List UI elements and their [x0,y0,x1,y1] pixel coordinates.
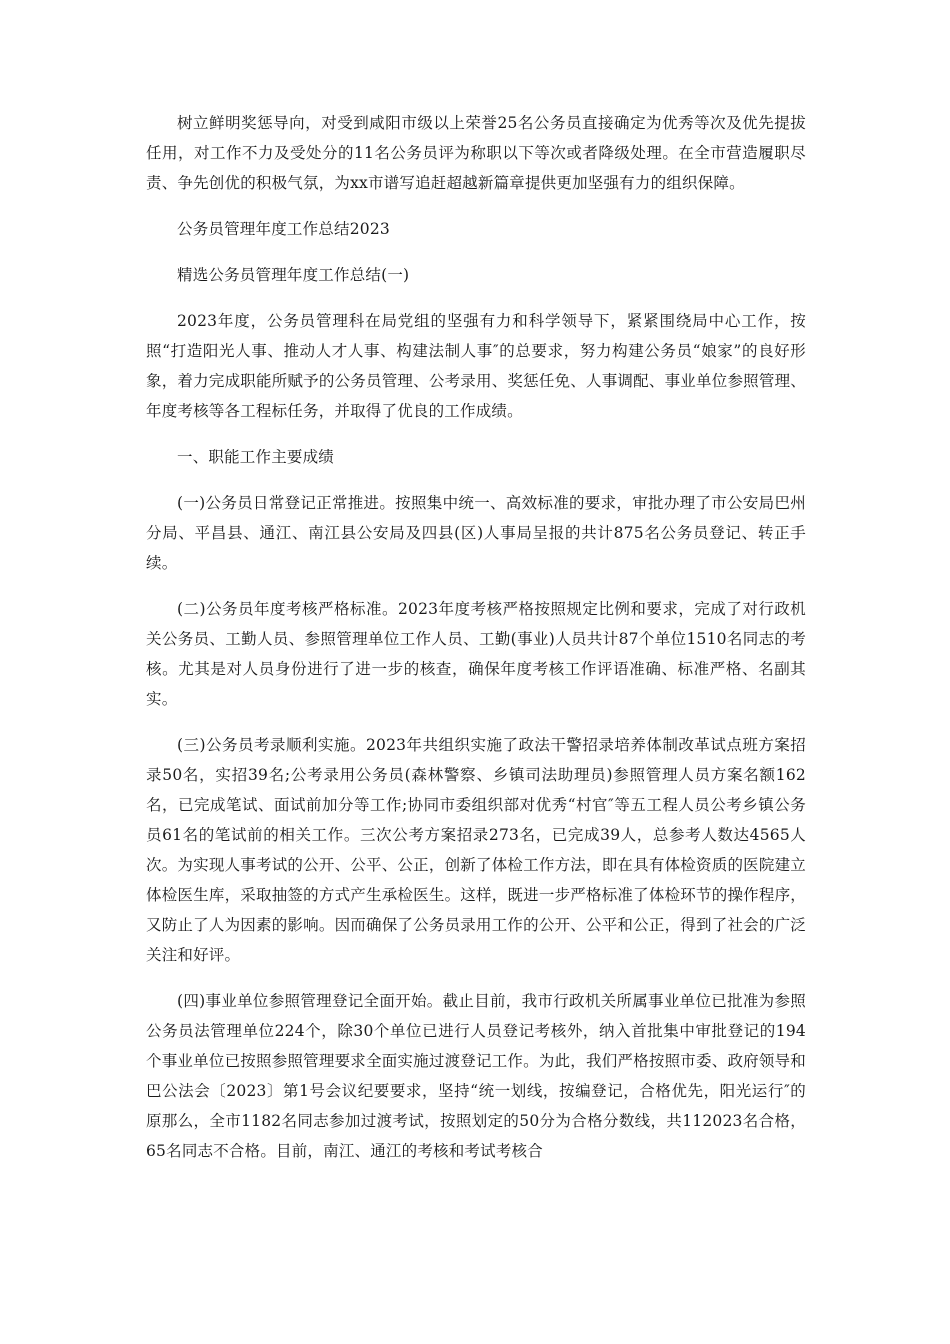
paragraph-recruitment: (三)公务员考录顺利实施。2023年共组织实施了政法干警招录培养体制改革试点班方案招录50名，实招39名;公考录用公务员(森林警察、乡镇司法助理员)参照管理人员方案名额162名，已完成笔试、面试前加分等工作;协同市委组织部对优秀“村官″等五工程人员公考乡镇公务员61名的笔试前的相关工作。三次公考方案招录273名，已完成39人，总参考人数达4565人次。为实现人事考试的公开、公平、公正，创新了体检工作方法，即在具有体检资质的医院建立体检医生库，采取抽签的方式产生承检医生。这样，既进一步严格标准了体检环节的操作程序，又防止了人为因素的影响。因而确保了公务员录用工作的公开、公平和公正，得到了社会的广泛关注和好评。 [146,736,806,964]
section-title: 精选公务员管理年度工作总结(一) [177,266,410,284]
paragraph-award-guidance: 树立鲜明奖惩导向，对受到咸阳市级以上荣誉25名公务员直接确定为优秀等次及优先提拔任用，对工作不力及受处分的11名公务员评为称职以下等次或者降级处理。在全市营造履职尽责、争先创优的积极气氛，为xx市谱写追赶超越新篇章提供更加坚强有力的组织保障。 [146,114,806,192]
paragraph-registration: (一)公务员日常登记正常推进。按照集中统一、高效标准的要求，审批办理了市公安局巴州分局、平昌县、通江、南江县公安局及四县(区)人事局呈报的共计875名公务员登记、转正手续。 [146,494,806,572]
document-page [146,108,806,1166]
paragraph-intro: 2023年度，公务员管理科在局党组的坚强有力和科学领导下，紧紧围绕局中心工作，按照“打造阳光人事、推动人才人事、构建法制人事″的总要求，努力构建公务员“娘家”的良好形象，着力完成职能所赋予的公务员管理、公考录用、奖惩任免、人事调配、事业单位参照管理、年度考核等各工程标任务，并取得了优良的工作成绩。 [146,312,806,420]
document-title: 公务员管理年度工作总结2023 [177,220,390,238]
heading-main-results: 一、职能工作主要成绩 [177,448,335,466]
paragraph-annual-assessment: (二)公务员年度考核严格标准。2023年度考核严格按照规定比例和要求，完成了对行政机关公务员、工勤人员、参照管理单位工作人员、工勤(事业)人员共计87个单位1510名同志的考核。尤其是对人员身份进行了进一步的核查，确保年度考核工作评语准确、标准严格、名副其实。 [146,600,806,708]
paragraph-institution-registration: (四)事业单位参照管理登记全面开始。截止目前，我市行政机关所属事业单位已批准为参照公务员法管理单位224个，除30个单位已进行人员登记考核外，纳入首批集中审批登记的194个事业单位已按照参照管理要求全面实施过渡登记工作。为此，我们严格按照市委、政府领导和巴公法会〔2023〕第1号会议纪要要求，坚持“统一划线，按编登记，合格优先，阳光运行″的原那么，全市1182名同志参加过渡考试，按照划定的50分为合格分数线，共112023名合格，65名同志不合格。目前，南江、通江的考核和考试考核合 [146,992,806,1160]
